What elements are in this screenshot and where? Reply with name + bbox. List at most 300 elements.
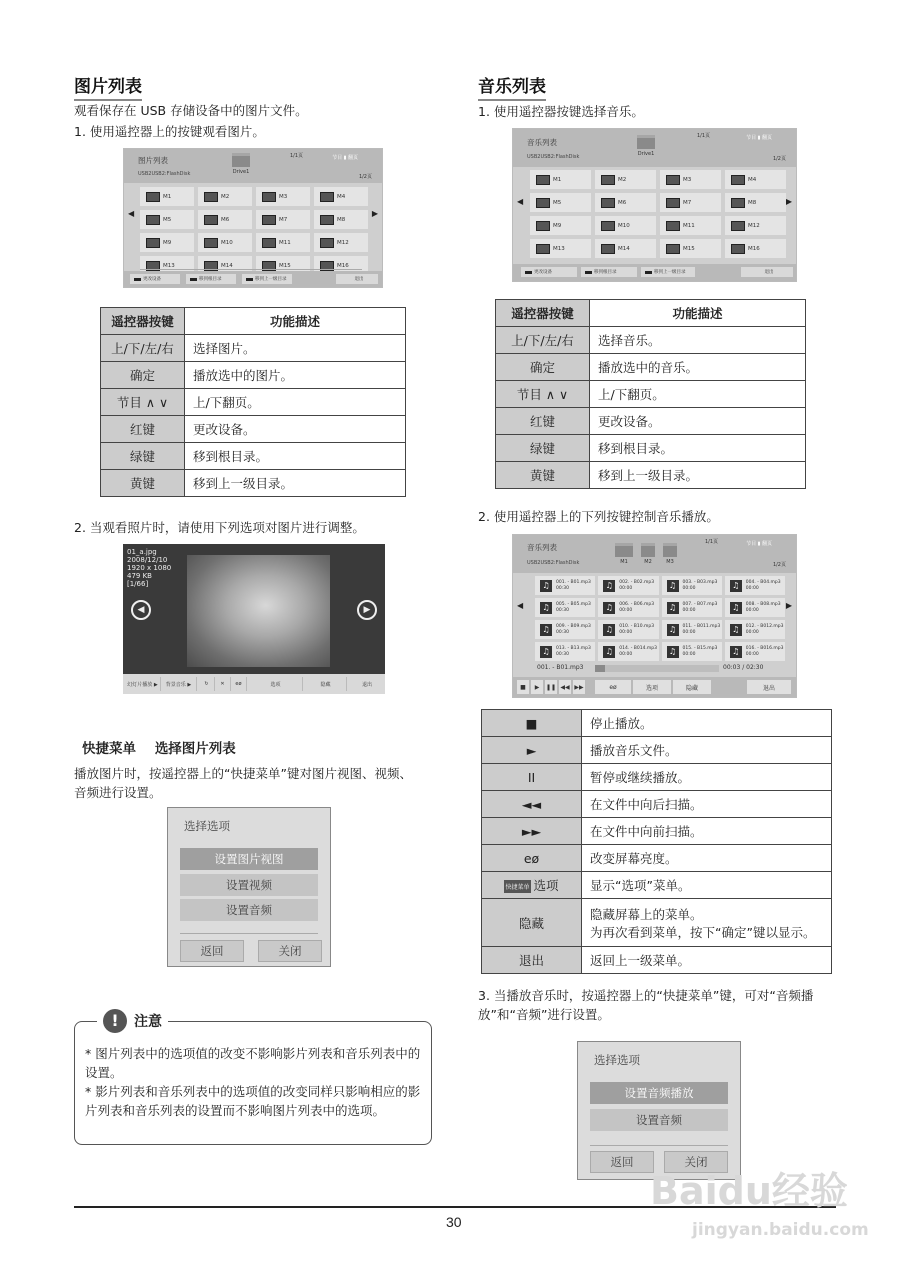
folder-item[interactable] bbox=[256, 187, 310, 206]
table-row bbox=[496, 381, 806, 408]
track-item[interactable] bbox=[725, 620, 785, 639]
desc-cell bbox=[582, 899, 832, 947]
exit-button[interactable]: 退出 bbox=[361, 681, 372, 688]
table-row bbox=[482, 845, 832, 872]
page-indicator: 1/2页 bbox=[772, 156, 786, 162]
folder-label: M2 bbox=[221, 193, 230, 200]
track-name: 014. - B014.mp3 bbox=[619, 645, 657, 651]
folder-icon bbox=[615, 543, 633, 557]
folder-label: M13 bbox=[163, 262, 175, 269]
folder-item[interactable] bbox=[663, 543, 677, 565]
folder-item[interactable] bbox=[314, 233, 368, 252]
table-row bbox=[101, 443, 406, 470]
table-row bbox=[101, 416, 406, 443]
quick-menu-heading bbox=[82, 737, 236, 757]
dialog-option-audio-playback[interactable]: 设置音频播放 bbox=[590, 1082, 728, 1104]
playback-control-table bbox=[481, 709, 832, 974]
folder-label: M14 bbox=[221, 262, 233, 269]
hide-button[interactable]: 隐藏 bbox=[305, 677, 347, 691]
player-title: 音乐列表 bbox=[527, 543, 557, 552]
track-item[interactable] bbox=[598, 642, 658, 661]
folder-item[interactable] bbox=[140, 233, 194, 252]
track-duration: 00:00 bbox=[619, 585, 633, 591]
energy-saving-button[interactable]: eø bbox=[595, 680, 631, 694]
prev-page-arrow-icon[interactable]: ◀ bbox=[517, 197, 524, 206]
browser-path: USB2USB2:FlashDisk bbox=[527, 154, 580, 160]
folder-label: M7 bbox=[683, 199, 692, 206]
track-info bbox=[683, 646, 718, 658]
desc-cell: 改变屏幕亮度。 bbox=[582, 845, 832, 872]
track-item[interactable] bbox=[598, 620, 658, 639]
next-photo-icon[interactable]: ▶ bbox=[357, 600, 377, 620]
track-name: 010. - B10.mp3 bbox=[619, 623, 655, 629]
desc-line: 隐藏屏幕上的菜单。 bbox=[590, 906, 703, 922]
page-hint: 节目 ▮ 翻页 bbox=[746, 541, 772, 547]
desc-cell: 移到根目录。 bbox=[590, 435, 806, 462]
option-key-label: 选项 bbox=[533, 878, 559, 893]
desc-cell: 移到上一级目录。 bbox=[590, 462, 806, 489]
folder-item[interactable] bbox=[140, 187, 194, 206]
music-note-icon: ♫ bbox=[667, 580, 679, 592]
track-duration: 00:00 bbox=[619, 629, 633, 635]
table-row bbox=[101, 470, 406, 497]
parent-dir-button[interactable]: 移到上一级目录 bbox=[641, 267, 695, 277]
folder-label: M1 bbox=[620, 559, 628, 565]
exclamation-icon: ! bbox=[103, 1009, 127, 1033]
track-item[interactable] bbox=[598, 598, 658, 617]
folder-label: M3 bbox=[666, 559, 674, 565]
folder-item[interactable] bbox=[660, 193, 721, 212]
desc-cell: 移到上一级目录。 bbox=[185, 470, 406, 497]
folder-icon bbox=[666, 175, 680, 185]
music-note-icon: ♫ bbox=[540, 646, 552, 658]
music-step2-text: 2. 使用遥控器上的下列按键控制音乐播放。 bbox=[478, 509, 719, 524]
note-header bbox=[97, 1009, 168, 1033]
browser-title: 音乐列表 bbox=[527, 138, 557, 147]
folder-item[interactable] bbox=[198, 233, 252, 252]
key-cell: 上/下/左/右 bbox=[496, 327, 590, 354]
folder-label: M5 bbox=[553, 199, 562, 206]
folder-icon bbox=[536, 244, 550, 254]
photo-viewer-screen bbox=[123, 544, 385, 674]
desc-cell: 显示“选项”菜单。 bbox=[582, 872, 832, 899]
folder-label: M2 bbox=[644, 559, 652, 565]
drive-item[interactable] bbox=[232, 153, 250, 175]
photo-info bbox=[127, 548, 171, 588]
music-note-icon: ♫ bbox=[667, 624, 679, 636]
root-dir-button[interactable]: 移到根目录 bbox=[581, 267, 637, 277]
parent-dir-button[interactable]: 移到上一级目录 bbox=[242, 274, 292, 284]
shuffle-button[interactable]: ✕ bbox=[215, 677, 231, 691]
desc-cell: 播放选中的图片。 bbox=[185, 362, 406, 389]
key-cell: 节目 ∧ ∨ bbox=[101, 389, 185, 416]
table-row bbox=[496, 462, 806, 489]
drive-label: Drive1 bbox=[637, 151, 655, 157]
table-header-key: 遥控器按键 bbox=[496, 300, 590, 327]
folder-label: M12 bbox=[337, 239, 349, 246]
folder-icon bbox=[204, 192, 218, 202]
key-function-table-music bbox=[495, 299, 806, 489]
folder-item[interactable] bbox=[595, 239, 656, 258]
folder-icon bbox=[601, 221, 615, 231]
exit-button[interactable]: 退出 bbox=[336, 274, 378, 284]
key-cell: 确定 bbox=[101, 362, 185, 389]
folder-grid bbox=[530, 170, 786, 258]
folder-item[interactable] bbox=[595, 170, 656, 189]
desc-cell: 选择音乐。 bbox=[590, 327, 806, 354]
desc-cell: 更改设备。 bbox=[590, 408, 806, 435]
back-button[interactable]: 返回 bbox=[180, 940, 244, 962]
dialog-option-audio[interactable]: 设置音频 bbox=[180, 899, 318, 921]
table-row bbox=[482, 899, 832, 947]
track-info bbox=[746, 580, 781, 592]
folder-item[interactable] bbox=[256, 210, 310, 229]
folder-item[interactable] bbox=[725, 216, 786, 235]
browser-footer bbox=[513, 264, 796, 281]
folder-item[interactable] bbox=[660, 239, 721, 258]
track-info bbox=[746, 624, 784, 636]
track-info bbox=[619, 580, 654, 592]
folder-item[interactable] bbox=[725, 239, 786, 258]
viewer-control-bar bbox=[123, 674, 385, 694]
key-cell: 黄键 bbox=[101, 470, 185, 497]
folder-icon bbox=[601, 198, 615, 208]
track-item[interactable] bbox=[662, 598, 722, 617]
folder-item[interactable] bbox=[641, 543, 655, 565]
desc-cell: 播放选中的音乐。 bbox=[590, 354, 806, 381]
track-info bbox=[683, 624, 721, 636]
stop-icon: ■ bbox=[482, 710, 582, 737]
change-device-button[interactable]: 更改设备 bbox=[130, 274, 180, 284]
folder-item[interactable] bbox=[595, 216, 656, 235]
music-note-icon: ♫ bbox=[667, 602, 679, 614]
track-name: 002. - B02.mp3 bbox=[619, 579, 655, 585]
dialog-option-video[interactable]: 设置视频 bbox=[180, 874, 318, 896]
rotate-button[interactable]: ↻ bbox=[199, 677, 215, 691]
track-duration: 00:00 bbox=[619, 607, 633, 613]
track-duration: 00:30 bbox=[556, 607, 569, 613]
track-name: 008. - B08.mp3 bbox=[745, 601, 781, 607]
photo-resolution: 1920 x 1080 bbox=[127, 564, 172, 572]
folder-label: M4 bbox=[337, 193, 346, 200]
music-note-icon: ♫ bbox=[603, 602, 615, 614]
drive-folder-icon bbox=[637, 135, 655, 149]
table-row bbox=[482, 737, 832, 764]
folder-label: M3 bbox=[683, 176, 692, 183]
pause-icon: II bbox=[482, 764, 582, 791]
photo-image bbox=[187, 555, 330, 667]
table-row bbox=[496, 327, 806, 354]
track-name: 004. - B04.mp3 bbox=[745, 579, 781, 585]
drive-folder-icon bbox=[232, 153, 250, 167]
key-cell: 上/下/左/右 bbox=[101, 335, 185, 362]
root-dir-button[interactable]: 移到根目录 bbox=[186, 274, 236, 284]
prev-page-arrow-icon[interactable]: ◀ bbox=[517, 601, 524, 610]
page-indicator: 1/2页 bbox=[772, 562, 786, 568]
folder-icon bbox=[536, 175, 550, 185]
browser-path: USB2USB2:FlashDisk bbox=[138, 171, 191, 177]
folder-icon bbox=[146, 215, 160, 225]
folder-label: M8 bbox=[748, 199, 757, 206]
player-header bbox=[513, 535, 796, 573]
folder-label: M9 bbox=[553, 222, 562, 229]
folder-item[interactable] bbox=[256, 233, 310, 252]
music-note-icon: ♫ bbox=[730, 624, 742, 636]
fast-forward-button[interactable]: ▶▶ bbox=[573, 680, 585, 694]
exit-button[interactable]: 退出 bbox=[741, 267, 793, 277]
energy-saving-button[interactable]: eø bbox=[231, 677, 247, 691]
music-note-icon: ♫ bbox=[603, 624, 615, 636]
folder-icon bbox=[666, 198, 680, 208]
track-name: 015. - B15.mp3 bbox=[682, 645, 718, 651]
note-body bbox=[85, 1044, 421, 1120]
folder-label: M1 bbox=[553, 176, 562, 183]
desc-cell: 上/下翻页。 bbox=[590, 381, 806, 408]
folder-icon bbox=[320, 192, 334, 202]
track-item[interactable] bbox=[725, 576, 785, 595]
page-indicator-top: 1/1页 bbox=[290, 153, 304, 159]
rewind-button[interactable]: ◀◀ bbox=[559, 680, 571, 694]
folder-item[interactable] bbox=[314, 187, 368, 206]
scrollbar[interactable] bbox=[140, 269, 362, 270]
folder-label: M14 bbox=[618, 245, 630, 252]
track-info bbox=[683, 602, 718, 614]
note-box bbox=[74, 1011, 432, 1145]
folder-item[interactable] bbox=[660, 216, 721, 235]
folder-label: M7 bbox=[279, 216, 288, 223]
track-duration: 00:30 bbox=[556, 585, 569, 591]
stop-button[interactable]: ■ bbox=[517, 680, 529, 694]
key-cell: 黄键 bbox=[496, 462, 590, 489]
drive-label: Drive1 bbox=[232, 169, 250, 175]
folder-item[interactable] bbox=[725, 170, 786, 189]
watermark-brand: Baidu经验 bbox=[650, 1169, 848, 1213]
desc-cell: 更改设备。 bbox=[185, 416, 406, 443]
photo-index: [1/66] bbox=[127, 580, 149, 588]
option-key-cell bbox=[482, 872, 582, 899]
track-duration: 00:30 bbox=[556, 651, 569, 657]
note-label: 注意 bbox=[134, 1014, 162, 1030]
track-duration: 00:00 bbox=[745, 607, 759, 613]
dialog-title: 选择选项 bbox=[184, 819, 230, 833]
music-note-icon: ♫ bbox=[540, 580, 552, 592]
folder-icon bbox=[262, 215, 276, 225]
photo-browser-screen bbox=[123, 148, 383, 288]
pause-button[interactable]: ❚❚ bbox=[545, 680, 557, 694]
folder-grid bbox=[140, 187, 368, 275]
track-name: 016. - B016.mp3 bbox=[745, 645, 784, 651]
music-note-icon: ♫ bbox=[540, 624, 552, 636]
folder-label: M10 bbox=[221, 239, 233, 246]
music-note-icon: ♫ bbox=[730, 580, 742, 592]
track-item[interactable] bbox=[535, 642, 595, 661]
track-name: 013. - B13.mp3 bbox=[556, 645, 591, 651]
browser-footer bbox=[124, 271, 382, 287]
quick-menu-label: 快捷菜单 bbox=[82, 741, 136, 757]
track-duration: 00:00 bbox=[745, 585, 759, 591]
track-duration: 00:00 bbox=[682, 585, 696, 591]
player-path: USB2USB2:FlashDisk bbox=[527, 560, 580, 566]
play-icon: ► bbox=[482, 737, 582, 764]
section-title-music-list: 音乐列表 bbox=[478, 72, 546, 101]
browser-title: 图片列表 bbox=[138, 156, 168, 165]
folder-label: M3 bbox=[279, 193, 288, 200]
folder-icon bbox=[262, 192, 276, 202]
folder-item[interactable] bbox=[615, 543, 633, 565]
player-control-bar bbox=[513, 677, 796, 697]
photo-filename: 01_a.jpg bbox=[127, 548, 157, 556]
note-item: * 图片列表中的选项值的改变不影响影片列表和音乐列表中的设置。 bbox=[85, 1046, 421, 1080]
folder-item[interactable] bbox=[140, 210, 194, 229]
track-duration: 00:00 bbox=[619, 651, 633, 657]
bgm-button[interactable]: 背景音乐 ▶ bbox=[161, 677, 197, 691]
desc-cell: 上/下翻页。 bbox=[185, 389, 406, 416]
folder-label: M2 bbox=[618, 176, 627, 183]
folder-label: M12 bbox=[748, 222, 760, 229]
folder-item[interactable] bbox=[530, 193, 591, 212]
dialog-option-audio[interactable]: 设置音频 bbox=[590, 1109, 728, 1131]
folder-icon bbox=[146, 238, 160, 248]
track-item[interactable] bbox=[725, 598, 785, 617]
track-name: 003. - B03.mp3 bbox=[682, 579, 718, 585]
table-row bbox=[482, 710, 832, 737]
desc-cell: 在文件中向前扫描。 bbox=[582, 818, 832, 845]
desc-cell: 播放音乐文件。 bbox=[582, 737, 832, 764]
music-step1-text: 1. 使用遥控器按键选择音乐。 bbox=[478, 104, 644, 119]
track-info bbox=[683, 580, 718, 592]
option-button[interactable]: 选项 bbox=[633, 680, 671, 694]
folder-item[interactable] bbox=[314, 210, 368, 229]
track-item[interactable] bbox=[662, 642, 722, 661]
drive-item[interactable] bbox=[637, 135, 655, 157]
key-cell: 节目 ∧ ∨ bbox=[496, 381, 590, 408]
fast-forward-icon: ►► bbox=[482, 818, 582, 845]
table-row bbox=[482, 947, 832, 974]
option-button[interactable]: 选项 bbox=[249, 677, 303, 691]
progress-fill bbox=[595, 665, 605, 672]
track-info bbox=[746, 646, 784, 658]
folder-icon bbox=[731, 221, 745, 231]
track-info bbox=[556, 602, 591, 614]
folder-item[interactable] bbox=[198, 187, 252, 206]
table-row bbox=[482, 764, 832, 791]
track-item[interactable] bbox=[662, 620, 722, 639]
table-row bbox=[496, 435, 806, 462]
track-info bbox=[619, 646, 657, 658]
prev-photo-icon[interactable]: ◀ bbox=[131, 600, 151, 620]
folder-item[interactable] bbox=[530, 170, 591, 189]
key-cell: 退出 bbox=[482, 947, 582, 974]
folder-label: M6 bbox=[221, 216, 230, 223]
track-name: 009. - B09.mp3 bbox=[556, 623, 591, 629]
folder-item[interactable] bbox=[725, 193, 786, 212]
close-button[interactable]: 关闭 bbox=[664, 1151, 728, 1173]
track-duration: 00:00 bbox=[745, 651, 759, 657]
step1-text: 1. 使用遥控器上的按键观看图片。 bbox=[74, 124, 265, 139]
track-grid bbox=[535, 576, 785, 661]
change-device-button[interactable]: 更改设备 bbox=[521, 267, 577, 277]
desc-cell: 暂停或继续播放。 bbox=[582, 764, 832, 791]
next-page-arrow-icon[interactable]: ▶ bbox=[371, 209, 378, 218]
next-page-arrow-icon[interactable]: ▶ bbox=[785, 197, 792, 206]
folder-icon bbox=[601, 175, 615, 185]
elapsed-time: 00:03 / 02:30 bbox=[723, 664, 764, 671]
track-name: 007. - B07.mp3 bbox=[682, 601, 718, 607]
note-item: * 影片列表和音乐列表中的选项值的改变同样只影响相应的影片列表和音乐列表的设置而不影响图片列表中的选项。 bbox=[85, 1084, 421, 1118]
track-info bbox=[619, 602, 654, 614]
track-info bbox=[556, 580, 591, 592]
exit-button[interactable]: 退出 bbox=[747, 680, 791, 694]
music-player-screen bbox=[512, 534, 797, 698]
track-item[interactable] bbox=[662, 576, 722, 595]
folder-icon bbox=[204, 215, 218, 225]
track-duration: 00:00 bbox=[682, 629, 696, 635]
track-duration: 00:00 bbox=[682, 651, 696, 657]
folder-icon bbox=[663, 543, 677, 557]
table-row bbox=[482, 818, 832, 845]
photo-size: 479 KB bbox=[127, 572, 152, 580]
browser-header bbox=[124, 149, 382, 183]
desc-cell: 返回上一级菜单。 bbox=[582, 947, 832, 974]
back-button[interactable]: 返回 bbox=[590, 1151, 654, 1173]
folder-label: M13 bbox=[553, 245, 565, 252]
track-info bbox=[556, 646, 591, 658]
folder-label: M8 bbox=[337, 216, 346, 223]
photo-date: 2008/12/10 bbox=[127, 556, 168, 564]
track-name: 006. - B06.mp3 bbox=[619, 601, 655, 607]
table-row bbox=[496, 408, 806, 435]
track-item[interactable] bbox=[535, 620, 595, 639]
folder-icon bbox=[731, 244, 745, 254]
folder-label: M1 bbox=[163, 193, 172, 200]
play-button[interactable]: ▶ bbox=[531, 680, 543, 694]
folder-item[interactable] bbox=[595, 193, 656, 212]
folder-item[interactable] bbox=[660, 170, 721, 189]
table-row bbox=[101, 362, 406, 389]
folder-item[interactable] bbox=[530, 216, 591, 235]
folder-label: M6 bbox=[618, 199, 627, 206]
folder-icon bbox=[731, 175, 745, 185]
folder-label: M9 bbox=[163, 239, 172, 246]
next-page-arrow-icon[interactable]: ▶ bbox=[785, 601, 792, 610]
folder-icon bbox=[536, 198, 550, 208]
prev-page-arrow-icon[interactable]: ◀ bbox=[128, 209, 135, 218]
close-button[interactable]: 关闭 bbox=[258, 940, 322, 962]
folder-icon bbox=[601, 244, 615, 254]
music-note-icon: ♫ bbox=[603, 646, 615, 658]
folder-icon bbox=[146, 192, 160, 202]
folder-icon bbox=[320, 238, 334, 248]
hide-button[interactable]: 隐藏 bbox=[673, 680, 711, 694]
track-item[interactable] bbox=[725, 642, 785, 661]
page-indicator-top: 1/1页 bbox=[697, 133, 711, 139]
page-number: 30 bbox=[446, 1214, 462, 1230]
track-item[interactable] bbox=[535, 598, 595, 617]
track-item[interactable] bbox=[598, 576, 658, 595]
track-name: 005. - B05.mp3 bbox=[556, 601, 591, 607]
dialog-divider bbox=[590, 1145, 728, 1146]
music-browser-screen bbox=[512, 128, 797, 282]
progress-bar[interactable] bbox=[595, 665, 719, 672]
track-item[interactable] bbox=[535, 576, 595, 595]
folder-item[interactable] bbox=[198, 210, 252, 229]
folder-label: M16 bbox=[748, 245, 760, 252]
track-duration: 00:00 bbox=[682, 607, 696, 613]
folder-icon bbox=[262, 238, 276, 248]
slideshow-button[interactable]: 幻灯片播放 ▶ bbox=[125, 677, 161, 691]
dialog-option-photo-view[interactable]: 设置图片视图 bbox=[180, 848, 318, 870]
folder-item[interactable] bbox=[530, 239, 591, 258]
